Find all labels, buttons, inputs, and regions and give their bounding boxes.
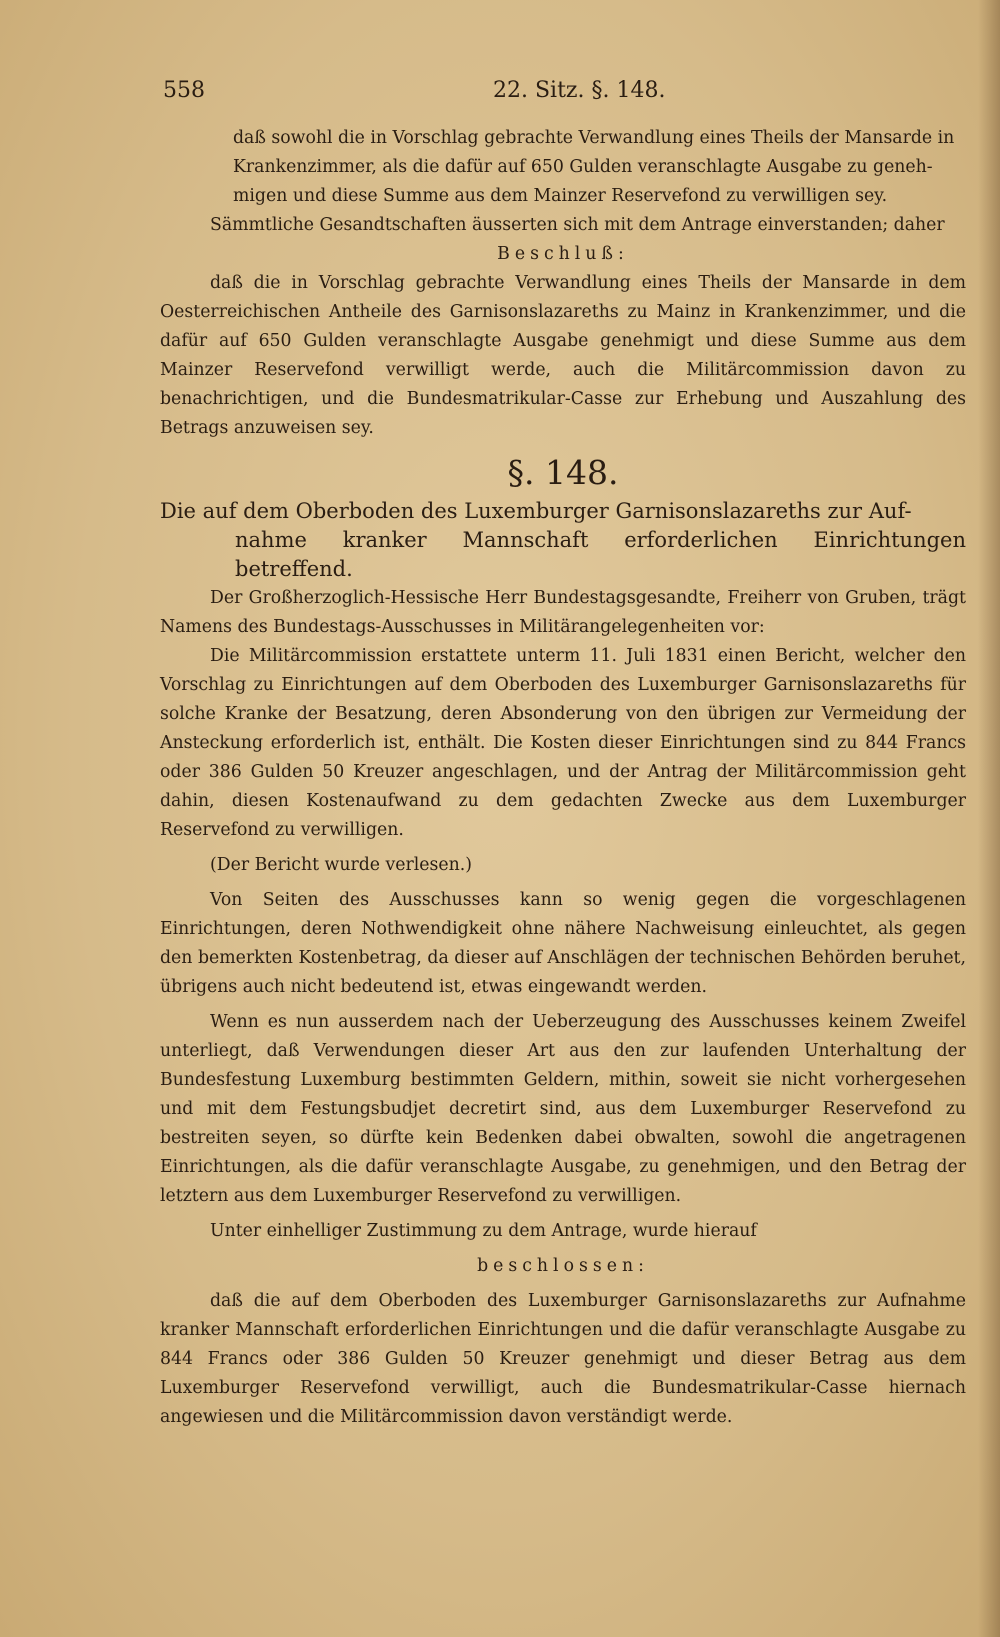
page-body xyxy=(160,124,966,1432)
page-edge-shadow xyxy=(978,0,1000,1637)
section-topic-line-2: nahme kranker Mannschaft erforderlichen Einrichtungen betreffend. xyxy=(235,528,966,581)
section-topic-line-1: Die auf dem Oberboden des Luxemburger Garnisonslazareths zur Auf- xyxy=(160,499,912,523)
running-title: 22. Sitz. §. 148. xyxy=(493,78,666,103)
text-line: daß sowohl die in Vorschlag gebrachte Verwandlung eines Theils der Mansarde in xyxy=(233,128,955,148)
beschluss-heading: Beschluß: xyxy=(497,244,629,264)
text-line: Krankenzimmer, als die dafür auf 650 Gulden veranschlagte Ausgabe zu geneh- xyxy=(233,157,933,177)
committee-conviction-paragraph: Wenn es nun ausserdem nach der Ueberzeugung des Ausschusses keinem Zweifel unterliegt, daß Verwendungen dieser Art aus den zur laufenden Unterhaltung der Bundesfestung Luxemburg bestimmten Geldern, mithin, soweit sie nicht vorhergesehen und mit dem Festungsbudjet decretirt sind, aus dem Luxemburger Reservefond zu bestreiten seyen, so dürfte kein Bedenken dabei obwalten, sowohl die angetragenen Einrichtungen, als die dafür veranschlagte Ausgabe, zu genehmigen, und den Betrag der letztern aus dem Luxemburger Reservefond zu verwilligen. xyxy=(160,1012,966,1206)
page-number: 558 xyxy=(163,78,205,103)
beschlossen-text: daß die auf dem Oberboden des Luxemburger Garnisonslazareths zur Aufnahme kranker Mannschaft erforderlichen Einrichtungen und die dafür veranschlagte Ausgabe zu 844 Francs oder 386 Gulden 50 Kreuzer genehmigt und dieser Betrag aus dem Luxemburger Reservefond verwilligt, auch die Bundesmatrikular-Casse hiernach angewiesen und die Militärcommission davon verständigt werde. xyxy=(160,1291,966,1427)
beschlossen-heading: beschlossen: xyxy=(477,1256,649,1276)
running-header xyxy=(163,78,963,108)
section-number: §. 148. xyxy=(507,453,619,492)
unanimous-consent-line: Unter einhelliger Zustimmung zu dem Antrage, wurde hierauf xyxy=(210,1221,757,1241)
report-paragraph: Die Militärcommission erstattete unterm 11. Juli 1831 einen Bericht, welcher den Vorschlag zu Einrichtungen auf dem Oberboden des Luxemburger Garnisonslazareths für solche Kranke der Besatzung, deren Absonderung von den übrigen zur Vermeidung der Ansteckung erforderlich ist, enthält. Die Kosten dieser Einrichtungen sind zu 844 Francs oder 386 Gulden 50 Kreuzer angeschlagen, und der Antrag der Militärcommission geht dahin, diesen Kostenaufwand zu dem gedachten Zwecke aus dem Luxemburger Reservefond zu verwilligen. xyxy=(160,646,966,840)
text-line: migen und diese Summe aus dem Mainzer Reservefond zu verwilligen sey. xyxy=(233,186,888,206)
previous-resolution-continuation xyxy=(233,124,966,211)
agreement-paragraph: Sämmtliche Gesandtschaften äusserten sich mit dem Antrage einverstanden; daher xyxy=(210,215,945,235)
beschluss-text: daß die in Vorschlag gebrachte Verwandlung eines Theils der Mansarde in dem Oesterreichischen Antheile des Garnisonslazareths zu Mainz in Krankenzimmer, und die dafür auf 650 Gulden veranschlagte Ausgabe genehmigt und diese Summe aus dem Mainzer Reservefond verwilligt werde, auch die Militärcommission davon zu benachrichtigen, und die Bundesmatrikular-Casse zur Erhebung und Auszahlung des Betrags anzuweisen sey. xyxy=(160,273,966,438)
section-intro: Der Großherzoglich-Hessische Herr Bundestagsgesandte, Freiherr von Gruben, trägt Namens des Bundestags-Ausschusses in Militärangelegenheiten vor: xyxy=(160,588,966,637)
report-read-note: (Der Bericht wurde verlesen.) xyxy=(210,855,472,875)
committee-opinion-paragraph: Von Seiten des Ausschusses kann so wenig gegen die vorgeschlagenen Einrichtungen, deren Nothwendigkeit ohne nähere Nachweisung einleuchtet, als gegen den bemerkten Kostenbetrag, da dieser auf Anschlägen der technischen Behörden beruhet, übrigens auch nicht bedeutend ist, etwas eingewandt werden. xyxy=(160,890,966,997)
